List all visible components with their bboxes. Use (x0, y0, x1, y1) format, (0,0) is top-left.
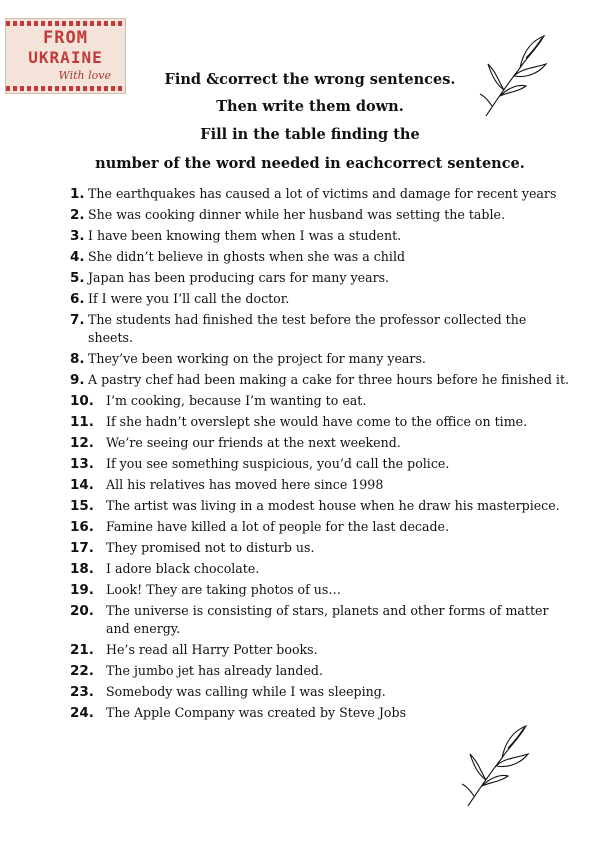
list-item (70, 560, 570, 578)
item-text: She was cooking dinner while her husband was setting the table. (88, 207, 505, 222)
instruction-line-4: number of the word needed in eachcorrect sentence. (95, 155, 525, 172)
item-number: 15. (70, 498, 94, 514)
item-number: 23. (70, 684, 94, 700)
list-item (70, 497, 570, 515)
list-item (70, 539, 570, 557)
item-text: I adore black chocolate. (106, 561, 260, 576)
item-text: If I were you I’ll call the doctor. (88, 291, 290, 306)
item-number: 18. (70, 561, 94, 577)
item-number: 10. (70, 393, 94, 409)
list-item (70, 602, 570, 638)
item-text: The jumbo jet has already landed. (106, 663, 324, 678)
list-item (70, 371, 570, 389)
item-number: 21. (70, 642, 94, 658)
list-item (70, 269, 570, 287)
item-text: All his relatives has moved here since 1998 (106, 477, 384, 492)
item-number: 8. (70, 351, 85, 367)
list-item (70, 683, 570, 701)
logo-text-ukraine: UKRAINE (28, 48, 103, 67)
item-number: 7. (70, 312, 85, 328)
logo-ornament-top (6, 21, 125, 26)
instruction-line-2: Then write them down. (216, 98, 404, 115)
item-text: A pastry chef had been making a cake for three hours before he finished it. (88, 372, 570, 387)
item-text: He’s read all Harry Potter books. (106, 642, 318, 657)
item-text: Japan has been producing cars for many years. (88, 270, 390, 285)
item-text: The artist was living in a modest house when he draw his masterpiece. (106, 498, 560, 513)
item-number: 1. (70, 186, 85, 202)
item-text: They promised not to disturb us. (106, 540, 315, 555)
item-text: The students had finished the test before the professor collected the sheets. (88, 312, 527, 345)
item-number: 3. (70, 228, 85, 244)
item-number: 11. (70, 414, 94, 430)
list-item (70, 581, 570, 599)
list-item (70, 392, 570, 410)
list-item (70, 206, 570, 224)
item-text: Famine have killed a lot of people for the last decade. (106, 519, 449, 534)
item-number: 5. (70, 270, 85, 286)
list-item (70, 248, 570, 266)
list-item (70, 413, 570, 431)
item-number: 6. (70, 291, 85, 307)
logo-text-with-love: With love (58, 69, 111, 82)
item-text: The Apple Company was created by Steve Jobs (106, 705, 407, 720)
list-item (70, 311, 570, 347)
item-number: 9. (70, 372, 85, 388)
sentence-list (70, 185, 570, 725)
item-number: 12. (70, 435, 94, 451)
list-item (70, 434, 570, 452)
list-item (70, 455, 570, 473)
instruction-line-1: Find &correct the wrong sentences. (164, 71, 456, 88)
item-text: If she hadn’t overslept she would have come to the office on time. (106, 414, 528, 429)
list-item (70, 290, 570, 308)
list-item (70, 662, 570, 680)
item-number: 2. (70, 207, 85, 223)
item-number: 16. (70, 519, 94, 535)
list-item (70, 641, 570, 659)
calla-lily-icon (460, 718, 538, 810)
item-text: Look! They are taking photos of us… (106, 582, 341, 597)
item-text: The universe is consisting of stars, planets and other forms of matter and energy. (106, 603, 549, 636)
item-text: I’m cooking, because I’m wanting to eat. (106, 393, 367, 408)
list-item (70, 227, 570, 245)
item-text: Somebody was calling while I was sleeping. (106, 684, 386, 699)
item-text: She didn’t believe in ghosts when she was a child (88, 249, 406, 264)
list-item (70, 518, 570, 536)
item-text: If you see something suspicious, you’d call the police. (106, 456, 450, 471)
list-item (70, 476, 570, 494)
item-text: They’ve been working on the project for many years. (88, 351, 426, 366)
item-number: 14. (70, 477, 94, 493)
item-number: 17. (70, 540, 94, 556)
item-number: 13. (70, 456, 94, 472)
logo-text-from: FROM (43, 28, 88, 48)
item-text: The earthquakes has caused a lot of victims and damage for recent years (88, 186, 557, 201)
item-text: We’re seeing our friends at the next weekend. (106, 435, 401, 450)
instruction-line-3: Fill in the table finding the (200, 126, 420, 143)
item-number: 24. (70, 705, 94, 721)
list-item (70, 185, 570, 203)
item-number: 4. (70, 249, 85, 265)
item-number: 22. (70, 663, 94, 679)
item-number: 19. (70, 582, 94, 598)
item-number: 20. (70, 603, 94, 619)
list-item (70, 350, 570, 368)
item-text: I have been knowing them when I was a student. (88, 228, 402, 243)
